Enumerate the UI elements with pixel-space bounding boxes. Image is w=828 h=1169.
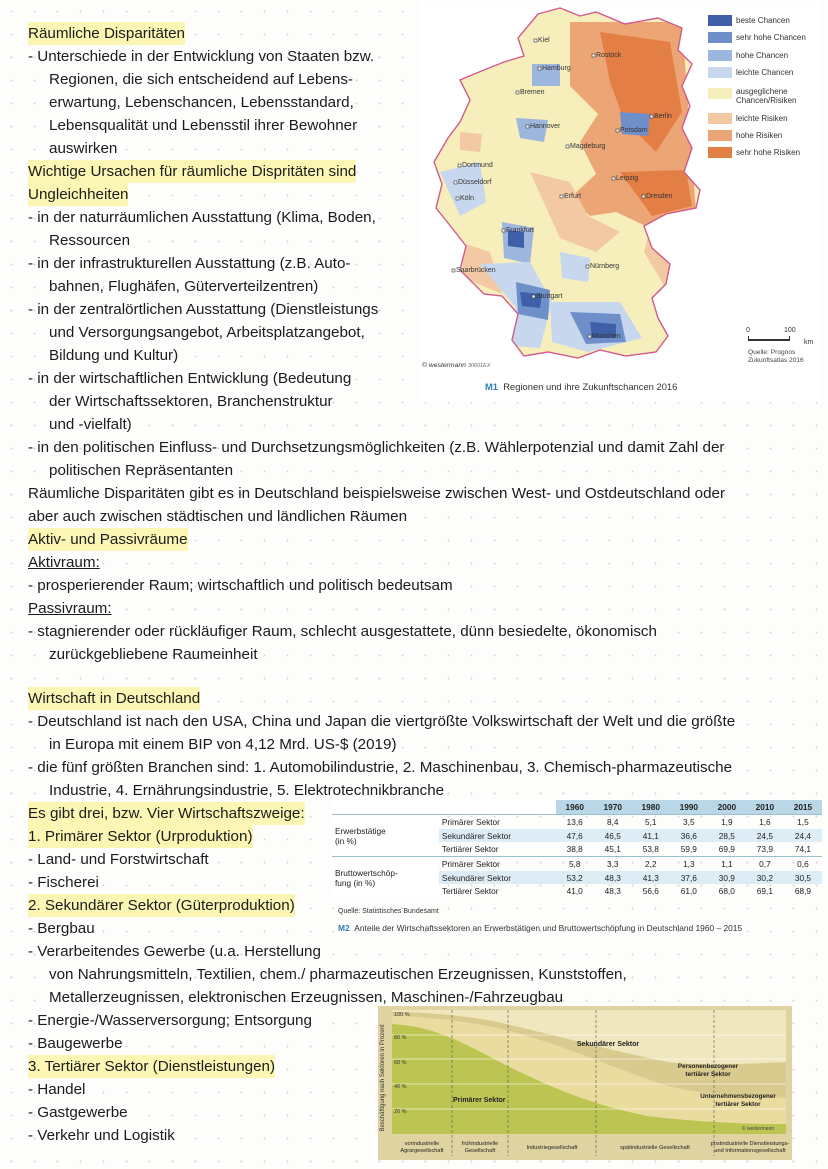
city-marker (586, 265, 589, 268)
heading-wirtschaftszweige: Es gibt drei, bzw. Vier Wirtschaftszweige: (28, 802, 305, 825)
sector-share-table (332, 800, 822, 898)
city-marker (538, 67, 541, 70)
city-marker (516, 91, 519, 94)
table-year-header: 1960 (556, 800, 594, 815)
chart-phase-label: frühindustrielle (461, 1141, 499, 1147)
city-marker (612, 177, 615, 180)
table-group-label (332, 815, 439, 857)
table-cell: 45,1 (604, 844, 621, 855)
table-source: Quelle: Statistisches Bundesamt (338, 908, 439, 915)
city-label: Dresden (646, 193, 673, 200)
list-item: - Verarbeitendes Gewerbe (u.a. Herstellung (28, 943, 321, 960)
city-marker (454, 181, 457, 184)
list-item: - in der zentralörtlichen Ausstattung (Dienstleistungs (28, 301, 379, 318)
chart-phase-label: postindustrielle Dienstleistungs- (710, 1141, 790, 1147)
city-marker (534, 39, 537, 42)
chart-phase-label: Agrargesellschaft (400, 1148, 444, 1154)
table-year-header: 1990 (670, 800, 708, 815)
legend-label: beste Chancen (736, 16, 790, 25)
table-row (332, 815, 822, 829)
table-cell: 48,3 (604, 886, 621, 897)
table-cell: 1,3 (670, 857, 708, 871)
legend-swatch (708, 113, 732, 124)
table-row (332, 857, 822, 871)
table-cell: 5,1 (632, 815, 670, 829)
list-item-cont: Industrie, 4. Ernährungsindustrie, 5. Elektrotechnikbranche (49, 782, 445, 799)
table-cell: 0,6 (784, 857, 822, 871)
table-year-header: 1980 (632, 800, 670, 815)
heading-aktiv-passivraeume: Aktiv- und Passivräume (28, 528, 188, 551)
table-group-label (332, 857, 439, 899)
table-cell: 8,4 (594, 815, 632, 829)
table-cell: 0,7 (746, 857, 784, 871)
list-item-cont: politischen Repräsentanten (49, 462, 234, 479)
legend-label: ausgeglichene Chancen/Risiken (736, 87, 797, 105)
map-scale-value: 100 (784, 327, 796, 334)
city-marker (560, 195, 563, 198)
table-group-label-line: Erwerbstätige (335, 825, 386, 836)
list-item-cont: Ressourcen (49, 232, 131, 249)
legend-swatch (708, 67, 732, 78)
city-label: Frankfurt (506, 227, 535, 234)
table-cell: 41,3 (632, 871, 670, 885)
subheading-passivraum: Passivraum: (28, 600, 112, 617)
definition-line: - Unterschiede in der Entwicklung von Staaten bzw. (28, 48, 375, 65)
table-cell: 53,8 (642, 844, 659, 855)
heading-ursachen-cont: Ungleichheiten (28, 183, 128, 206)
sector-development-chart (378, 1006, 792, 1160)
table-caption-text: Anteile der Wirtschaftssektoren an Erwerbstätigen und Bruttowertschöpfung in Deutschland 1960 – 2015 (354, 923, 743, 933)
list-item: - stagnierender oder rückläufiger Raum, schlecht ausgestattete, dünn besiedelte, ökonomisch (28, 623, 657, 640)
table-cell: 2,2 (632, 857, 670, 871)
definition-line: Regionen, die sich entscheidend auf Lebens- (49, 71, 353, 88)
list-item: - Baugewerbe (28, 1035, 123, 1052)
map-caption-code: M1 (485, 381, 499, 392)
city-label: Hannover (530, 123, 561, 130)
chart-y-title: Beschäftigung nach Sektoren in Prozent (380, 1024, 386, 1132)
table-cell: 38,8 (566, 844, 583, 855)
city-label: Hamburg (542, 65, 571, 72)
table-cell: 13,6 (556, 815, 594, 829)
city-marker (458, 164, 461, 167)
legend-swatch (708, 15, 732, 26)
city-marker (456, 197, 459, 200)
definition-line: Lebensqualität und Lebensstil ihrer Bewohner (49, 117, 358, 134)
table-cell: 1,9 (708, 815, 746, 829)
city-label: Erfurt (564, 193, 582, 200)
table-cell: 59,9 (680, 844, 697, 855)
chart-phase-label: und Informationsgesellschaft (714, 1148, 786, 1154)
map-publisher (422, 362, 490, 369)
table-group-label-line: Bruttowertschöp- (335, 867, 398, 878)
table-year-header: 2010 (746, 800, 784, 815)
table-cell: 74,1 (794, 844, 812, 855)
list-item: - in der naturräumlichen Ausstattung (Klima, Boden, (28, 209, 376, 226)
table-caption (338, 923, 742, 933)
table-cell: 28,5 (708, 829, 746, 843)
table-sector-label: Tertiärer Sektor (441, 886, 499, 897)
heading-raeumliche-disparitaeten: Räumliche Disparitäten (28, 22, 185, 45)
list-item: - Bergbau (28, 920, 95, 937)
subheading-aktivraum: Aktivraum: (28, 554, 100, 571)
city-label: Dortmund (462, 162, 493, 169)
chart-label-untern-2: tertiärer Sektor (715, 1101, 761, 1108)
heading-tertiaerer-sektor: 3. Tertiärer Sektor (Dienstleistungen) (28, 1055, 275, 1078)
city-label: Potsdam (620, 127, 648, 134)
legend-label: sehr hohe Chancen (736, 33, 806, 42)
city-marker (650, 115, 653, 118)
list-item: - Fischerei (28, 874, 99, 891)
map-scale-bar (748, 336, 790, 341)
table-cell: 41,1 (632, 829, 670, 843)
city-label: Rostock (596, 52, 622, 59)
definition-line: erwartung, Lebenschancen, Lebensstandard, (49, 94, 354, 111)
table-cell: 30,9 (708, 871, 746, 885)
table-cell: 61,0 (680, 886, 697, 897)
heading-wirtschaft: Wirtschaft in Deutschland (28, 687, 200, 710)
list-item-cont: bahnen, Flughäfen, Güterverteilzentren) (49, 278, 319, 295)
legend-label: leichte Chancen (736, 68, 794, 77)
table-cell: 68,0 (718, 886, 735, 897)
list-item: - Energie-/Wasserversorgung; Entsorgung (28, 1012, 312, 1029)
table-cell: 53,2 (556, 871, 594, 885)
city-label: Köln (460, 195, 475, 202)
chart-label-pers-2: tertiärer Sektor (685, 1071, 731, 1078)
list-item-cont: von Nahrungsmitteln, Textilien, chem./ pharmazeutischen Erzeugnissen, Kunststoffen, (49, 966, 627, 983)
list-item-cont: in Europa mit einem BIP von 4,12 Mrd. US-$ (2019) (49, 736, 397, 753)
chart-y-tick: 100 % (394, 1012, 410, 1018)
legend-swatch (708, 32, 732, 43)
legend-swatch (708, 147, 732, 158)
table-sector-label: Primärer Sektor (439, 815, 556, 829)
list-item: - in der wirtschaftlichen Entwicklung (Bedeutung (28, 370, 352, 387)
list-item-cont: zurückgebliebene Raumeinheit (49, 646, 258, 663)
table-group-label-line: (in %) (335, 835, 357, 846)
list-item-cont: der Wirtschaftssektoren, Branchenstruktur (49, 393, 333, 410)
chart-y-tick: 60 % (394, 1060, 407, 1066)
legend-label: hohe Chancen (736, 51, 789, 60)
list-item: - Handel (28, 1081, 86, 1098)
legend-label: hohe Risiken (736, 131, 783, 140)
legend-swatch (708, 130, 732, 141)
city-label: Berlin (654, 113, 672, 120)
table-cell: 46,5 (594, 829, 632, 843)
table-cell: 24,4 (784, 829, 822, 843)
city-label: München (592, 333, 621, 340)
table-corner (332, 800, 556, 815)
city-label: Magdeburg (570, 143, 606, 150)
city-marker (616, 129, 619, 132)
definition-line: auswirken (49, 140, 118, 157)
list-item: - Land- und Forstwirtschaft (28, 851, 209, 868)
chart-label-pers-1: Personenbezogener (677, 1063, 739, 1070)
legend-swatch (708, 50, 732, 61)
list-item: - prosperierender Raum; wirtschaftlich und politisch bedeutsam (28, 577, 453, 594)
map-publisher-name: © westermann (422, 362, 466, 369)
table-cell: 3,5 (670, 815, 708, 829)
table-sector-label: Sekundärer Sektor (439, 871, 556, 885)
heading-sekundaerer-sektor: 2. Sekundärer Sektor (Güterproduktion) (28, 894, 295, 917)
heading-ursachen: Wichtige Ursachen für räumliche Dispritäten sind (28, 160, 356, 183)
table-sector-label: Tertiärer Sektor (441, 844, 499, 855)
city-label: Düsseldorf (458, 179, 492, 186)
chart-phase-label: Industriegesellschaft (526, 1145, 578, 1151)
chart-label-untern-1: Unternehmensbezogener (700, 1093, 776, 1100)
table-header-row (332, 800, 822, 815)
map-scale-zero: 0 (746, 327, 750, 334)
table-group-label-line: fung (in %) (335, 877, 376, 888)
table-cell: 73,9 (756, 844, 773, 855)
table-cell: 69,9 (718, 844, 735, 855)
table-cell: 37,6 (670, 871, 708, 885)
table-cell: 47,6 (556, 829, 594, 843)
chart-label-sekundaer: Sekundärer Sektor (576, 1041, 640, 1048)
chart-label-primaer: Primärer Sektor (453, 1097, 506, 1104)
table-cell: 1,5 (784, 815, 822, 829)
chart-y-tick: 80 % (394, 1035, 407, 1041)
chart-y-tick: 40 % (394, 1084, 407, 1090)
table-cell: 30,2 (746, 871, 784, 885)
city-marker (526, 125, 529, 128)
list-item-cont: Bildung und Kultur) (49, 347, 179, 364)
chart-phase-label: vorindustrielle (404, 1141, 440, 1147)
city-marker (588, 335, 591, 338)
chart-publisher: © westermann (741, 1126, 775, 1132)
city-label: Stuttgart (536, 293, 563, 300)
heading-primaerer-sektor: 1. Primärer Sektor (Urproduktion) (28, 825, 253, 848)
city-marker (502, 229, 505, 232)
table-cell: 1,1 (708, 857, 746, 871)
legend-label: leichte Risiken (736, 114, 788, 123)
list-item-cont: und -vielfalt) (49, 416, 132, 433)
list-item: - in den politischen Einfluss- und Durchsetzungsmöglichkeiten (z.B. Wählerpotenzial und damit Zahl der (28, 439, 725, 456)
list-item: - die fünf größten Branchen sind: 1. Automobilindustrie, 2. Maschinenbau, 3. Chemisch-pharmazeutische (28, 759, 733, 776)
city-marker (532, 295, 535, 298)
map-source: Quelle: Prognos Zukunftsatlas 2016 (748, 349, 804, 364)
table-cell: 48,3 (594, 871, 632, 885)
map-caption-text: Regionen und ihre Zukunftschancen 2016 (503, 381, 678, 392)
chart-phase-label: spätindustrielle Gesellschaft (620, 1145, 690, 1151)
paragraph-line: aber auch zwischen städtischen und ländlichen Räumen (28, 508, 408, 525)
table-cell: 1,6 (746, 815, 784, 829)
list-item: - Verkehr und Logistik (28, 1127, 175, 1144)
paragraph-line: Räumliche Disparitäten gibt es in Deutschland beispielsweise zwischen West- und Ostdeutschland oder (28, 485, 726, 502)
city-label: Kiel (538, 37, 550, 44)
table-caption-code: M2 (338, 923, 350, 933)
city-label: Saarbrücken (456, 267, 496, 274)
legend-label: sehr hohe Risiken (736, 148, 801, 157)
table-sector-label: Sekundärer Sektor (439, 829, 556, 843)
map-caption (485, 381, 677, 392)
legend-swatch (708, 88, 732, 99)
map-scale-unit: km (804, 339, 814, 346)
map-publisher-code: 30601EX (467, 363, 491, 369)
table-year-header: 2015 (784, 800, 822, 815)
list-item: - Deutschland ist nach den USA, China und Japan die viertgrößte Volkswirtschaft der Welt und die größte (28, 713, 736, 730)
list-item: - Gastgewerbe (28, 1104, 128, 1121)
city-label: Leipzig (616, 175, 639, 182)
table-cell: 41,0 (566, 886, 583, 897)
chart-y-tick: 20 % (394, 1109, 407, 1115)
table-cell: 3,3 (594, 857, 632, 871)
table-sector-label: Primärer Sektor (439, 857, 556, 871)
city-marker (566, 145, 569, 148)
table-year-header: 2000 (708, 800, 746, 815)
table-cell: 24,5 (746, 829, 784, 843)
table-cell: 30,5 (784, 871, 822, 885)
city-marker (642, 195, 645, 198)
table-cell: 5,8 (556, 857, 594, 871)
table-cell: 68,9 (794, 886, 812, 897)
city-marker (592, 54, 595, 57)
table-cell: 56,6 (642, 886, 659, 897)
chart-phase-label: Gesellschaft (464, 1148, 496, 1154)
city-label: Bremen (520, 89, 545, 96)
table-year-header: 1970 (594, 800, 632, 815)
list-item-cont: Metallerzeugnissen, elektronischen Erzeugnissen, Maschinen-/Fahrzeugbau (49, 989, 564, 1006)
city-marker (452, 269, 455, 272)
list-item: - in der infrastrukturellen Ausstattung (z.B. Auto- (28, 255, 351, 272)
table-cell: 36,6 (670, 829, 708, 843)
germany-map (420, 2, 710, 372)
list-item-cont: und Versorgungsangebot, Arbeitsplatzangebot, (49, 324, 365, 341)
city-label: Nürnberg (590, 263, 620, 270)
table-cell: 69,1 (756, 886, 773, 897)
